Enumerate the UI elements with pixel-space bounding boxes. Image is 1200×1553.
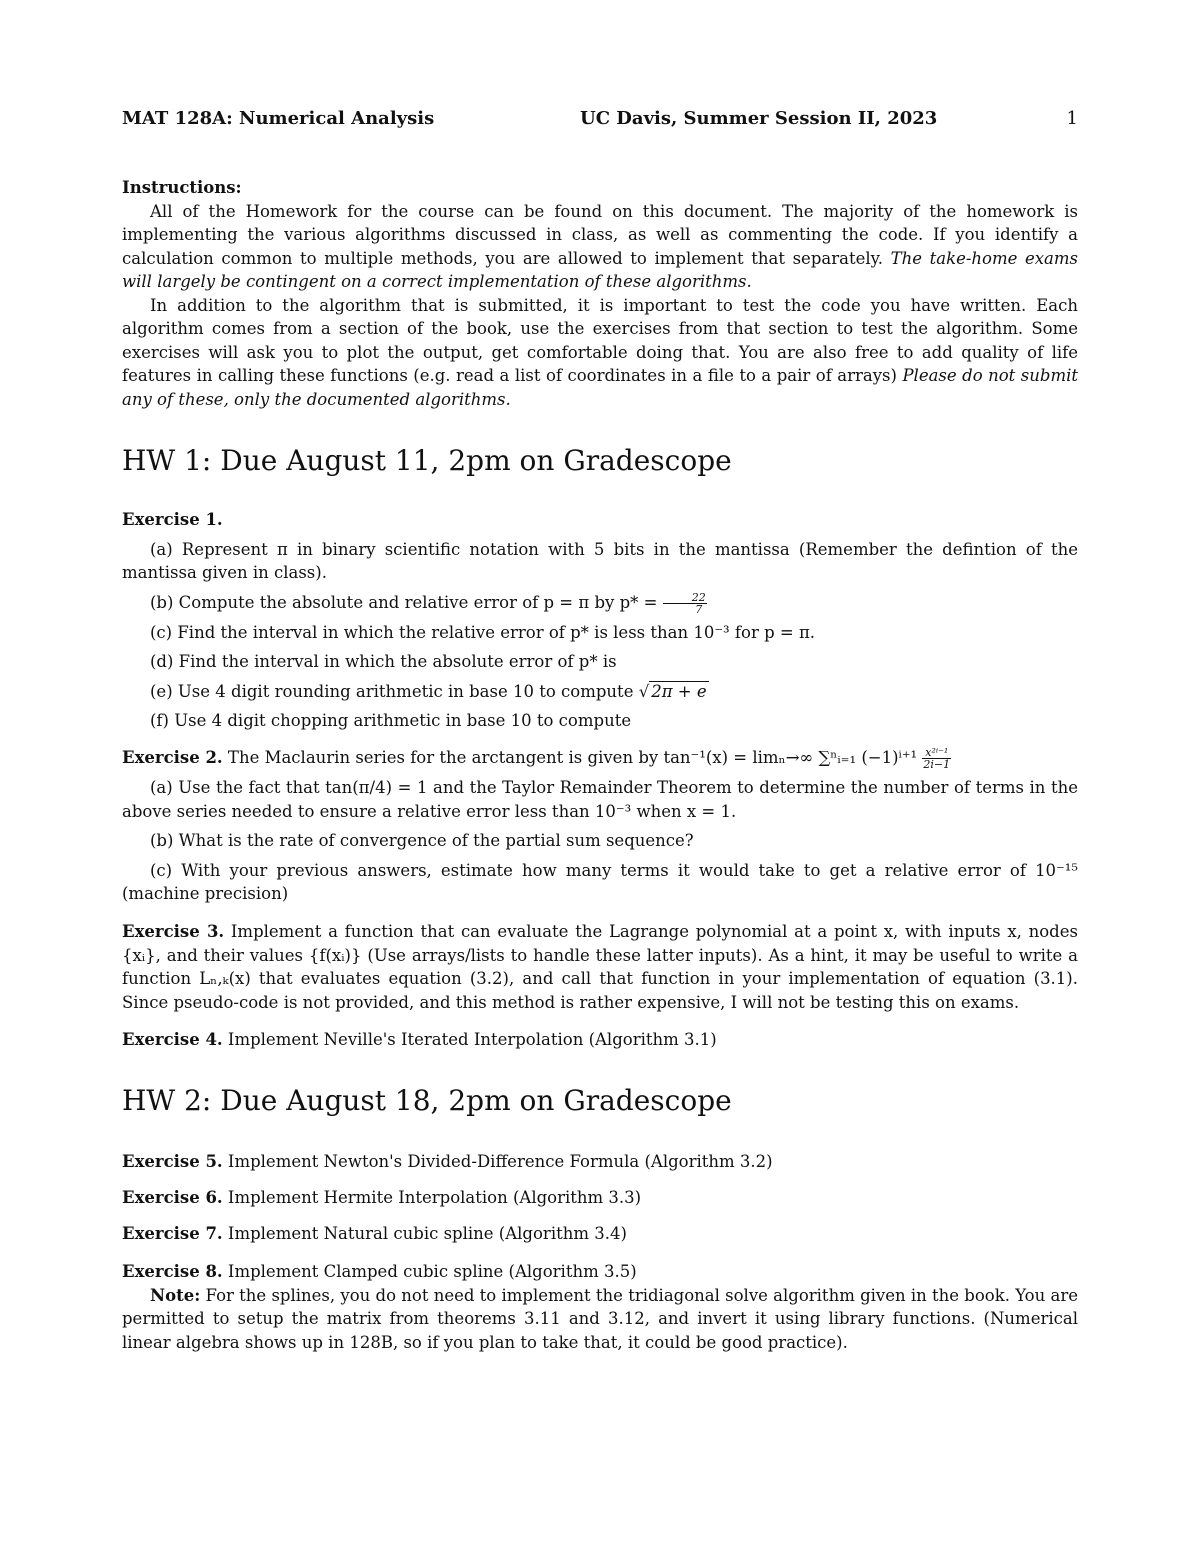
- exercise-3-text: Implement a function that can evaluate the Lagrange polynomial at a point x, with inputs x, nodes {xᵢ}, and their values {f(xᵢ)} (Use arrays/lists to handle these latter inputs). As a hint, it may be useful to write a function Lₙ,ₖ(x) that evaluates equation (3.2), and call that function in your implementation of equation (3.1). Since pseudo-code is not provided, and this method is rather expensive, I will not be testing this on exams.: [122, 922, 1078, 1012]
- exercise-2c: (c) With your previous answers, estimate how many terms it would take to get a relative error of 10⁻¹⁵ (machine precision): [122, 860, 1078, 903]
- exercise-6: [122, 1186, 1078, 1210]
- note-label: Note:: [150, 1285, 201, 1305]
- exercise-1a: (a) Represent π in binary scientific notation with 5 bits in the mantissa (Remember the defintion of the mantissa given in class).: [122, 539, 1078, 582]
- note-paragraph: Note: For the splines, you do not need to implement the tridiagonal solve algorithm given in the book. You are permitted to setup the matrix from theorems 3.11 and 3.12, and invert it using library functions. (Numerical linear algebra shows up in 128B, so if you plan to take that, it could be good practice).: [122, 1285, 1078, 1352]
- exercise-2-title: Exercise 2.: [122, 748, 223, 767]
- exercise-2-intro: Exercise 2. The Maclaurin series for the arctangent is given by tan⁻¹(x) = limₙ→∞ ∑ⁿᵢ₌₁ (−1)ⁱ⁺¹ $\frac{\text{x²ⁱ⁻¹}}{2i-1}$: [122, 746, 951, 771]
- instructions-section: [122, 176, 1078, 411]
- exercise-5: [122, 1150, 1078, 1174]
- exercise-4: [122, 1028, 1078, 1052]
- exercise-2b: (b) What is the rate of convergence of the partial sum sequence?: [150, 831, 694, 850]
- exercise-4-title: Exercise 4.: [122, 1030, 223, 1049]
- page-header: [122, 108, 1078, 132]
- exercise-5-text: Implement Newton's Divided-Difference Formula (Algorithm 3.2): [222, 1152, 773, 1171]
- session-title: UC Davis, Summer Session II, 2023: [580, 108, 938, 129]
- exercise-5-title: Exercise 5.: [122, 1152, 223, 1171]
- series-fraction: $\frac{\text{x²ⁱ⁻¹}}{2i-1}$: [923, 746, 951, 771]
- exercise-1e: (e) Use 4 digit rounding arithmetic in base 10 to compute √ 2π + e: [150, 681, 707, 701]
- exercise-1b: (b) Compute the absolute and relative error of p = π by p* = $\frac{22}{7}$: [150, 590, 706, 616]
- exercise-4-text: Implement Neville's Iterated Interpolation (Algorithm 3.1): [222, 1030, 717, 1049]
- instructions-emphasis-1: The take-home exams will largely be contingent on a correct implementation of these algorithms.: [122, 248, 1079, 291]
- exercise-1c: (c) Find the interval in which the relative error of p* is less than 10⁻³ for p = π.: [150, 622, 816, 642]
- exercise-6-title: Exercise 6.: [122, 1188, 223, 1207]
- exercise-1d: (d) Find the interval in which the absolute error of p* is: [150, 652, 617, 671]
- exercise-7-title: Exercise 7.: [122, 1224, 223, 1243]
- hw1-title: HW 1: Due August 11, 2pm on Gradescope: [122, 444, 732, 477]
- exercise-6-text: Implement Hermite Interpolation (Algorithm 3.3): [222, 1188, 642, 1207]
- exercise-2a: (a) Use the fact that tan(π/4) = 1 and the Taylor Remainder Theorem to determine the number of terms in the above series needed to ensure a relative error less than 10⁻³ when x = 1.: [122, 778, 1078, 821]
- exercise-8: [122, 1260, 1078, 1354]
- instructions-paragraph-1: All of the Homework for the course can be found on this document. The majority of the homework is implementing the various algorithms discussed in class, as well as commenting the code. If you identify a calculation common to multiple methods, you are allowed to implement that separately. The take-home exams will largely be contingent on a correct implementation of these algorithms.: [122, 201, 1079, 291]
- hw2-title: HW 2: Due August 18, 2pm on Gradescope: [122, 1084, 732, 1117]
- fraction-22-7: $\frac{22}{7}$: [663, 592, 707, 615]
- exercise-8-text: Implement Clamped cubic spline (Algorithm 3.5): [222, 1262, 637, 1281]
- course-title: MAT 128A: Numerical Analysis: [122, 108, 435, 129]
- exercise-1: [122, 508, 1078, 733]
- instructions-paragraph-2: In addition to the algorithm that is submitted, it is important to test the code you have written. Each algorithm comes from a section of the book, use the exercises from that section to test the algorithm. Some exercises will ask you to plot the output, get comfortable doing that. You are also free to add quality of life features in calling these functions (e.g. read a list of coordinates in a file to a pair of arrays) Please do not submit any of these, only the documented algorithms.: [122, 295, 1078, 409]
- exercise-3: [122, 920, 1078, 1014]
- exercise-1f: (f) Use 4 digit chopping arithmetic in base 10 to compute: [150, 711, 632, 730]
- exercise-3-title: Exercise 3.: [122, 922, 225, 941]
- exercise-1-title: Exercise 1.: [122, 510, 223, 529]
- instructions-emphasis-2: Please do not submit any of these, only the documented algorithms.: [122, 366, 1078, 409]
- instructions-label: Instructions:: [122, 178, 242, 197]
- page-number: 1: [1066, 108, 1078, 129]
- exercise-8-title: Exercise 8.: [122, 1262, 223, 1281]
- exercise-2: [122, 746, 1078, 906]
- exercise-7-text: Implement Natural cubic spline (Algorithm 3.4): [222, 1224, 627, 1243]
- exercise-7: [122, 1222, 1078, 1246]
- sqrt-expression: 2π + e: [651, 681, 707, 701]
